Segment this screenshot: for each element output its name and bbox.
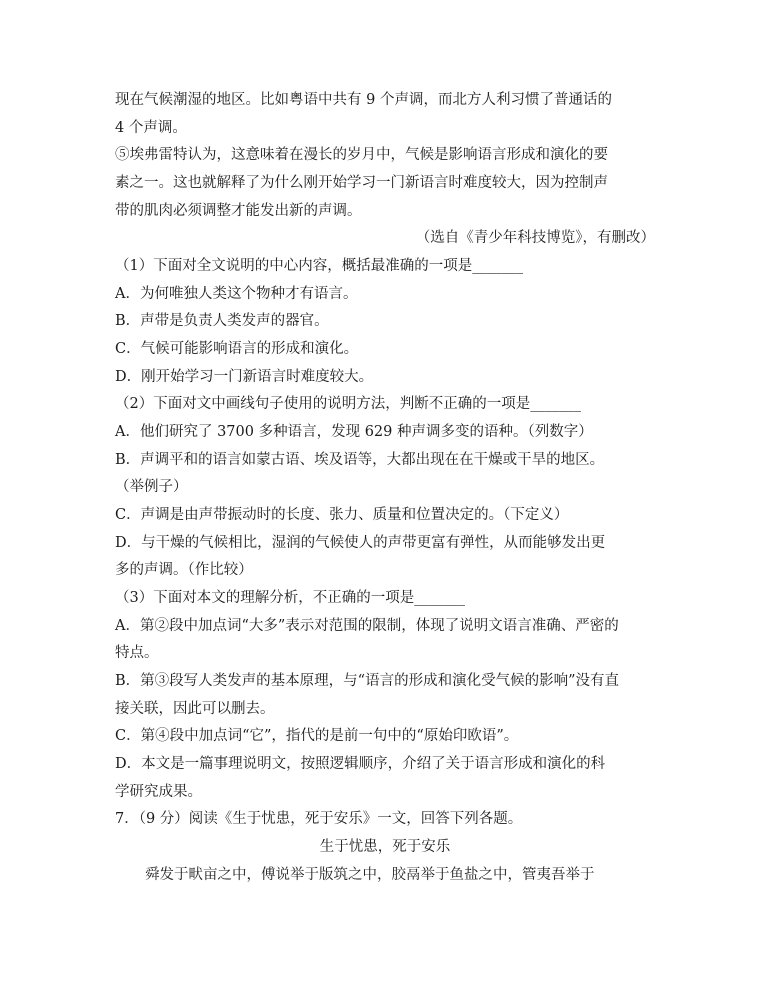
q3-option-b: B．第③段写人类发声的基本原理，与“语言的形成和演化受气候的影响”没有直 [115,673,619,689]
q3-option-c: C．第④段中加点词“它”，指代的是前一句中的“原始印欧语”。 [115,728,519,744]
q1-option-b: B．声带是负责人类发声的器官。 [115,313,329,329]
question-7: 7．（9 分）阅读《生于忧患，死于安乐》一文，回答下列各题。 [115,811,523,827]
q3-option-d: D．本文是一篇事理说明文，按照逻辑顺序，介绍了关于语言形成和演化的科 [115,756,606,772]
text-line-3: ⑤埃弗雷特认为，这意味着在漫长的岁月中，气候是影响语言形成和演化的要 [115,147,608,163]
q2-option-d-cont: 多的声调。（作比较） [115,562,253,578]
q1-option-d: D．刚开始学习一门新语言时难度较大。 [115,369,374,385]
text-line-1: 现在气候潮湿的地区。比如粤语中共有 9 个声调，而北方人利习惯了普通话的 [115,92,612,108]
question-2: （2）下面对文中画线句子使用的说明方法，判断不正确的一项是_______ [115,396,581,412]
text-line-4: 素之一。这也就解释了为什么刚开始学习一门新语言时难度较大，因为控制声 [115,175,608,191]
q3-option-d-cont: 学研究成果。 [115,784,202,800]
q3-option-b-cont: 接关联，因此可以删去。 [115,701,275,717]
q2-option-a: A．他们研究了 3700 多种语言，发现 629 种声调多变的语种。（列数字） [115,424,593,440]
q2-option-b: B．声调平和的语言如蒙古语、埃及语等，大都出现在在干燥或干旱的地区。 [115,452,605,468]
text-line-5: 带的肌肉必须调整才能发出新的声调。 [115,203,362,219]
passage-line-1: 舜发于畎亩之中，傅说举于版筑之中，胶鬲举于鱼盐之中，管夷吾举于 [145,867,595,883]
q2-option-c: C．声调是由声带振动时的长度、张力、质量和位置决定的。（下定义） [115,507,569,523]
q2-option-b-cont: （举例子） [115,479,188,495]
source-attribution: （选自《青少年科技博览》，有删改） [415,230,655,246]
question-3: （3）下面对本文的理解分析，不正确的一项是_______ [115,590,465,606]
passage-title: 生于忧患，死于安乐 [319,839,451,855]
q1-option-a: A．为何唯独人类这个物种才有语言。 [115,286,358,302]
q2-option-d: D．与干燥的气候相比，湿润的气候使人的声带更富有弹性，从而能够发出更 [115,535,606,551]
q1-option-c: C．气候可能影响语言的形成和演化。 [115,341,359,357]
q3-option-a-cont: 特点。 [115,645,159,661]
q3-option-a: A．第②段中加点词“大多”表示对范围的限制，体现了说明文语言准确、严密的 [115,618,619,634]
question-1: （1）下面对全文说明的中心内容，概括最准确的一项是_______ [115,258,523,274]
text-line-2: 4 个声调。 [115,120,187,136]
